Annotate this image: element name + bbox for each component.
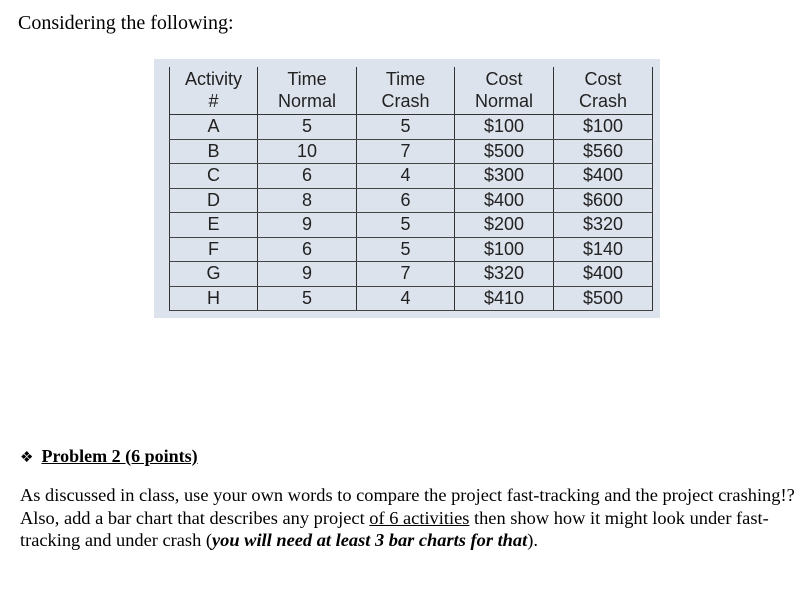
cell-time-crash: 5 [357,115,455,140]
diamond-bullet-icon: ❖ [20,450,34,466]
cell-activity: B [170,139,258,164]
table-row [170,164,653,189]
problem-description [20,484,800,552]
activity-table [169,67,653,311]
cell-time-normal: 9 [258,213,357,238]
cell-cost-normal: $200 [455,213,554,238]
header-time-normal: Time Normal [258,67,357,115]
cell-cost-crash: $560 [554,139,653,164]
problem-text-part-3: ). [527,530,538,550]
problem-text-part-1: As discussed in class, use your own words to compare the project fast-tracking and the project crashing!? Also, add a bar chart that describes any project [20,485,795,528]
cell-time-crash: 5 [357,237,455,262]
table-row [170,237,653,262]
cell-activity: A [170,115,258,140]
cell-time-normal: 9 [258,262,357,287]
cell-activity: C [170,164,258,189]
cell-time-crash: 7 [357,139,455,164]
header-activity: Activity # [170,67,258,115]
cell-activity: F [170,237,258,262]
cell-activity: D [170,188,258,213]
cell-cost-normal: $410 [455,286,554,311]
cell-cost-normal: $300 [455,164,554,189]
table-row [170,139,653,164]
table-row [170,262,653,287]
cell-cost-crash: $600 [554,188,653,213]
cell-activity: E [170,213,258,238]
header-cost-crash: Cost Crash [554,67,653,115]
cell-cost-normal: $400 [455,188,554,213]
table-row [170,286,653,311]
cell-time-crash: 4 [357,286,455,311]
cell-time-crash: 5 [357,213,455,238]
cell-cost-crash: $400 [554,262,653,287]
cell-time-normal: 10 [258,139,357,164]
cell-cost-normal: $320 [455,262,554,287]
intro-text: Considering the following: [18,12,234,34]
cell-time-crash: 6 [357,188,455,213]
cell-time-normal: 6 [258,237,357,262]
cell-cost-crash: $140 [554,237,653,262]
cell-cost-normal: $500 [455,139,554,164]
problem-text-part-2: then show how it might look under fast-tracking and under crash ( [20,507,769,550]
cell-time-normal: 5 [258,286,357,311]
problem-title: Problem 2 (6 points) [41,446,198,466]
cell-time-normal: 8 [258,188,357,213]
cell-time-crash: 7 [357,262,455,287]
header-cost-normal: Cost Normal [455,67,554,115]
cell-cost-crash: $500 [554,286,653,311]
cell-cost-crash: $320 [554,213,653,238]
cell-activity: H [170,286,258,311]
problem-heading [20,446,198,467]
cell-cost-crash: $100 [554,115,653,140]
cell-cost-normal: $100 [455,237,554,262]
table-header-row [170,67,653,115]
cell-cost-normal: $100 [455,115,554,140]
cell-activity: G [170,262,258,287]
problem-text-underlined: of 6 activities [369,507,470,528]
cell-time-normal: 6 [258,164,357,189]
table-row [170,188,653,213]
cell-time-normal: 5 [258,115,357,140]
cell-time-crash: 4 [357,164,455,189]
table-row [170,213,653,238]
header-time-crash: Time Crash [357,67,455,115]
problem-text-emphasis: you will need at least 3 bar charts for that [212,530,528,550]
activity-table-image [154,59,660,318]
table-row [170,115,653,140]
cell-cost-crash: $400 [554,164,653,189]
